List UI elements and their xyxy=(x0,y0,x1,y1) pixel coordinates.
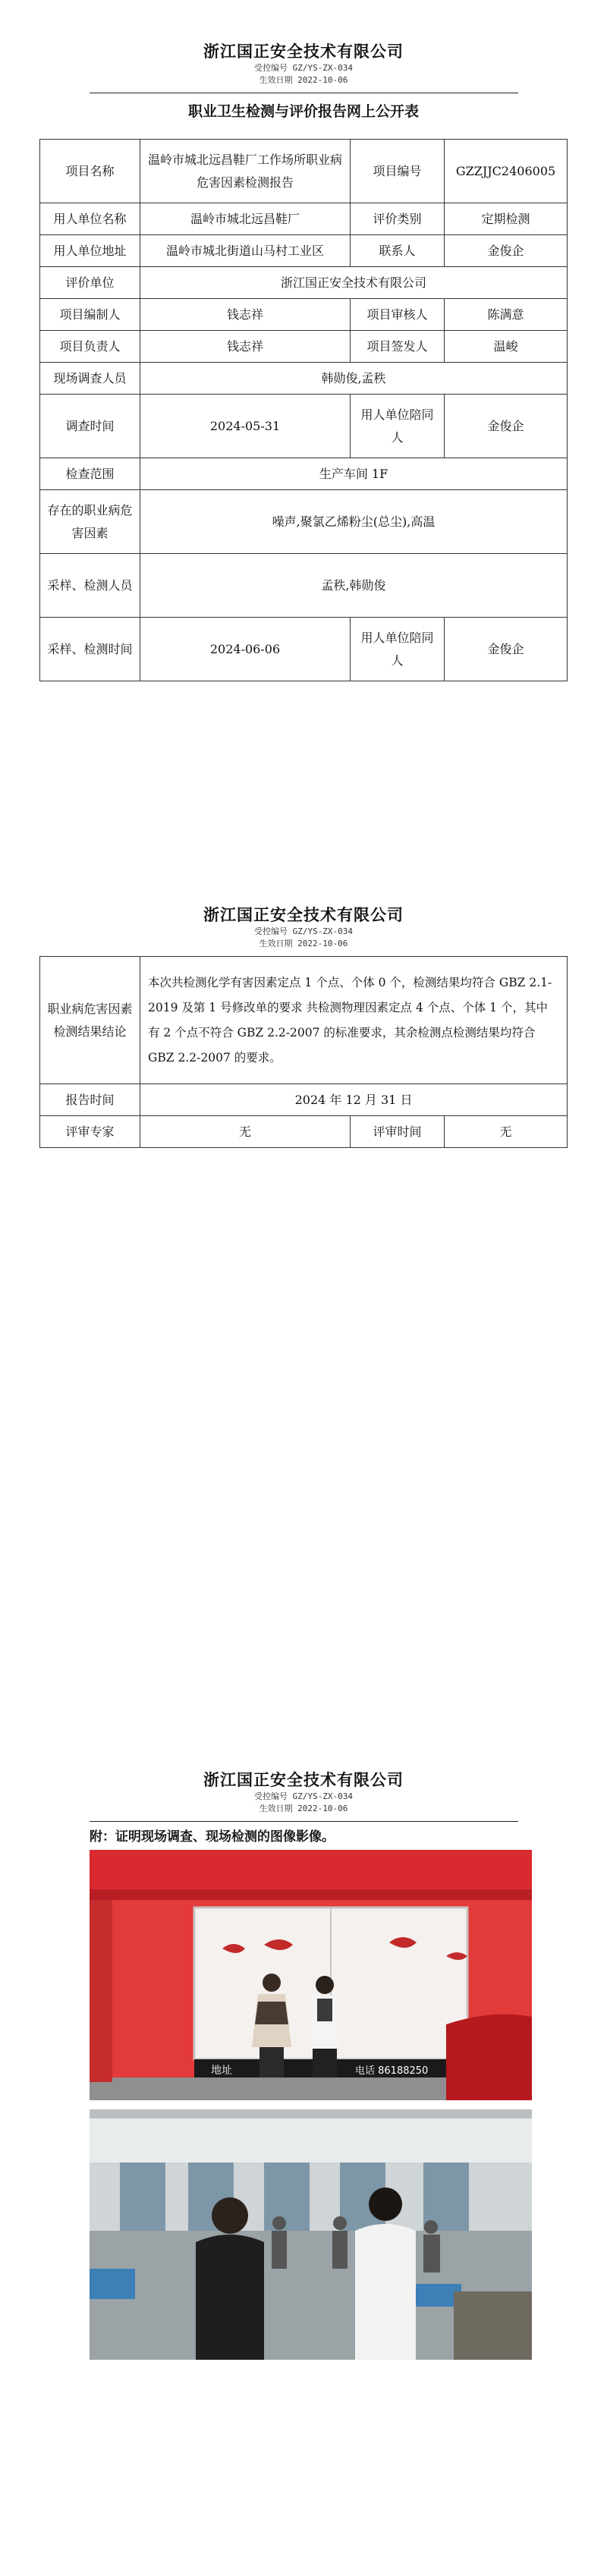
page-header xyxy=(0,0,607,86)
page-header xyxy=(0,1745,607,1815)
cell-label: 采样、检测时间 xyxy=(40,618,140,681)
cell-label: 用人单位陪同人 xyxy=(351,395,445,458)
sampling-staff: 孟秩,韩勋俊 xyxy=(140,554,568,618)
attachment-note: 附：证明现场调查、现场检测的图像影像。 xyxy=(90,1829,335,1845)
page-1 xyxy=(0,0,607,668)
doc-title: 职业卫生检测与评价报告网上公开表 xyxy=(187,103,419,120)
sign-text-left: 地址 xyxy=(211,2065,232,2077)
cell-label: 用人单位地址 xyxy=(40,235,140,267)
issuer: 温峻 xyxy=(445,331,568,363)
cell-label: 评审专家 xyxy=(40,1116,140,1148)
site-inspection-photo xyxy=(90,2109,532,2360)
cell-label: 项目名称 xyxy=(40,140,140,203)
cell-label: 调查时间 xyxy=(40,395,140,458)
employer-address: 温岭市城北街道山马村工业区 xyxy=(140,235,351,267)
scope: 生产车间 1F xyxy=(140,458,568,490)
workshop-photo-drawing xyxy=(90,2109,532,2360)
effective-date: 生效日期 2022-10-06 xyxy=(259,75,348,85)
control-code: 受控编号 GZ/YS-ZX-034 xyxy=(253,63,354,73)
expert: 无 xyxy=(140,1116,351,1148)
cell-label: 项目审核人 xyxy=(351,299,445,331)
manager: 钱志祥 xyxy=(140,331,351,363)
page-header xyxy=(0,880,607,950)
control-code: 受控编号 GZ/YS-ZX-034 xyxy=(253,1791,354,1801)
cell-label: 项目签发人 xyxy=(351,331,445,363)
page-2 xyxy=(0,880,607,1139)
site-survey-photo xyxy=(90,1850,532,2100)
cell-label: 评价类别 xyxy=(351,203,445,235)
company-name: 浙江国正安全技术有限公司 xyxy=(203,1770,404,1789)
sign-text-phone: 电话 86188250 xyxy=(355,2065,429,2077)
cell-label: 评价单位 xyxy=(40,267,140,299)
cell-label: 项目编制人 xyxy=(40,299,140,331)
survey-time: 2024-05-31 xyxy=(140,395,351,458)
eval-type: 定期检测 xyxy=(445,203,568,235)
hazards: 噪声,聚氯乙烯粉尘(总尘),高温 xyxy=(140,490,568,554)
conclusion-text: 本次共检测化学有害因素定点 1 个点、个体 0 个，检测结果均符合 GBZ 2.1-2019 及第 1 号修改单的要求 共检测物理因素定点 4 个点、个体 1 个，其中有 2 个点不符合 GBZ 2.2-2007 的标准要求，其余检测点检测结果均符合 GBZ 2.2-2007 的要求。 xyxy=(140,957,568,1084)
sampling-time: 2024-06-06 xyxy=(140,618,351,681)
escort-2: 金俊企 xyxy=(445,618,568,681)
cell-label: 检查范围 xyxy=(40,458,140,490)
cell-label: 用人单位名称 xyxy=(40,203,140,235)
storefront-photo-drawing xyxy=(90,1850,532,2100)
cell-label: 联系人 xyxy=(351,235,445,267)
cell-label: 用人单位陪同人 xyxy=(351,618,445,681)
effective-date: 生效日期 2022-10-06 xyxy=(259,1804,348,1813)
site-staff: 韩勋俊,孟秩 xyxy=(140,363,568,395)
compiler: 钱志祥 xyxy=(140,299,351,331)
page-3 xyxy=(0,1745,607,2077)
project-name: 温岭市城北远昌鞋厂工作场所职业病危害因素检测报告 xyxy=(140,140,351,203)
escort-1: 金俊企 xyxy=(445,395,568,458)
cell-label: 项目负责人 xyxy=(40,331,140,363)
cell-label: 职业病危害因素检测结果结论 xyxy=(40,957,140,1084)
eval-unit: 浙江国正安全技术有限公司 xyxy=(140,267,568,299)
report-table xyxy=(39,139,568,681)
cell-label: 报告时间 xyxy=(40,1084,140,1116)
review-time: 无 xyxy=(445,1116,568,1148)
report-time: 2024 年 12 月 31 日 xyxy=(140,1084,568,1116)
cell-label: 采样、检测人员 xyxy=(40,554,140,618)
conclusion-table xyxy=(39,956,568,1148)
company-name: 浙江国正安全技术有限公司 xyxy=(203,42,404,61)
cell-label: 现场调查人员 xyxy=(40,363,140,395)
control-code: 受控编号 GZ/YS-ZX-034 xyxy=(253,926,354,936)
cell-label: 项目编号 xyxy=(351,140,445,203)
company-name: 浙江国正安全技术有限公司 xyxy=(203,905,404,924)
employer-name: 温岭市城北远昌鞋厂 xyxy=(140,203,351,235)
reviewer: 陈满意 xyxy=(445,299,568,331)
cell-label: 存在的职业病危害因素 xyxy=(40,490,140,554)
header-rule xyxy=(90,1821,518,1822)
contact: 金俊企 xyxy=(445,235,568,267)
project-no: GZZJJC2406005 xyxy=(445,140,568,203)
effective-date: 生效日期 2022-10-06 xyxy=(259,939,348,948)
cell-label: 评审时间 xyxy=(351,1116,445,1148)
